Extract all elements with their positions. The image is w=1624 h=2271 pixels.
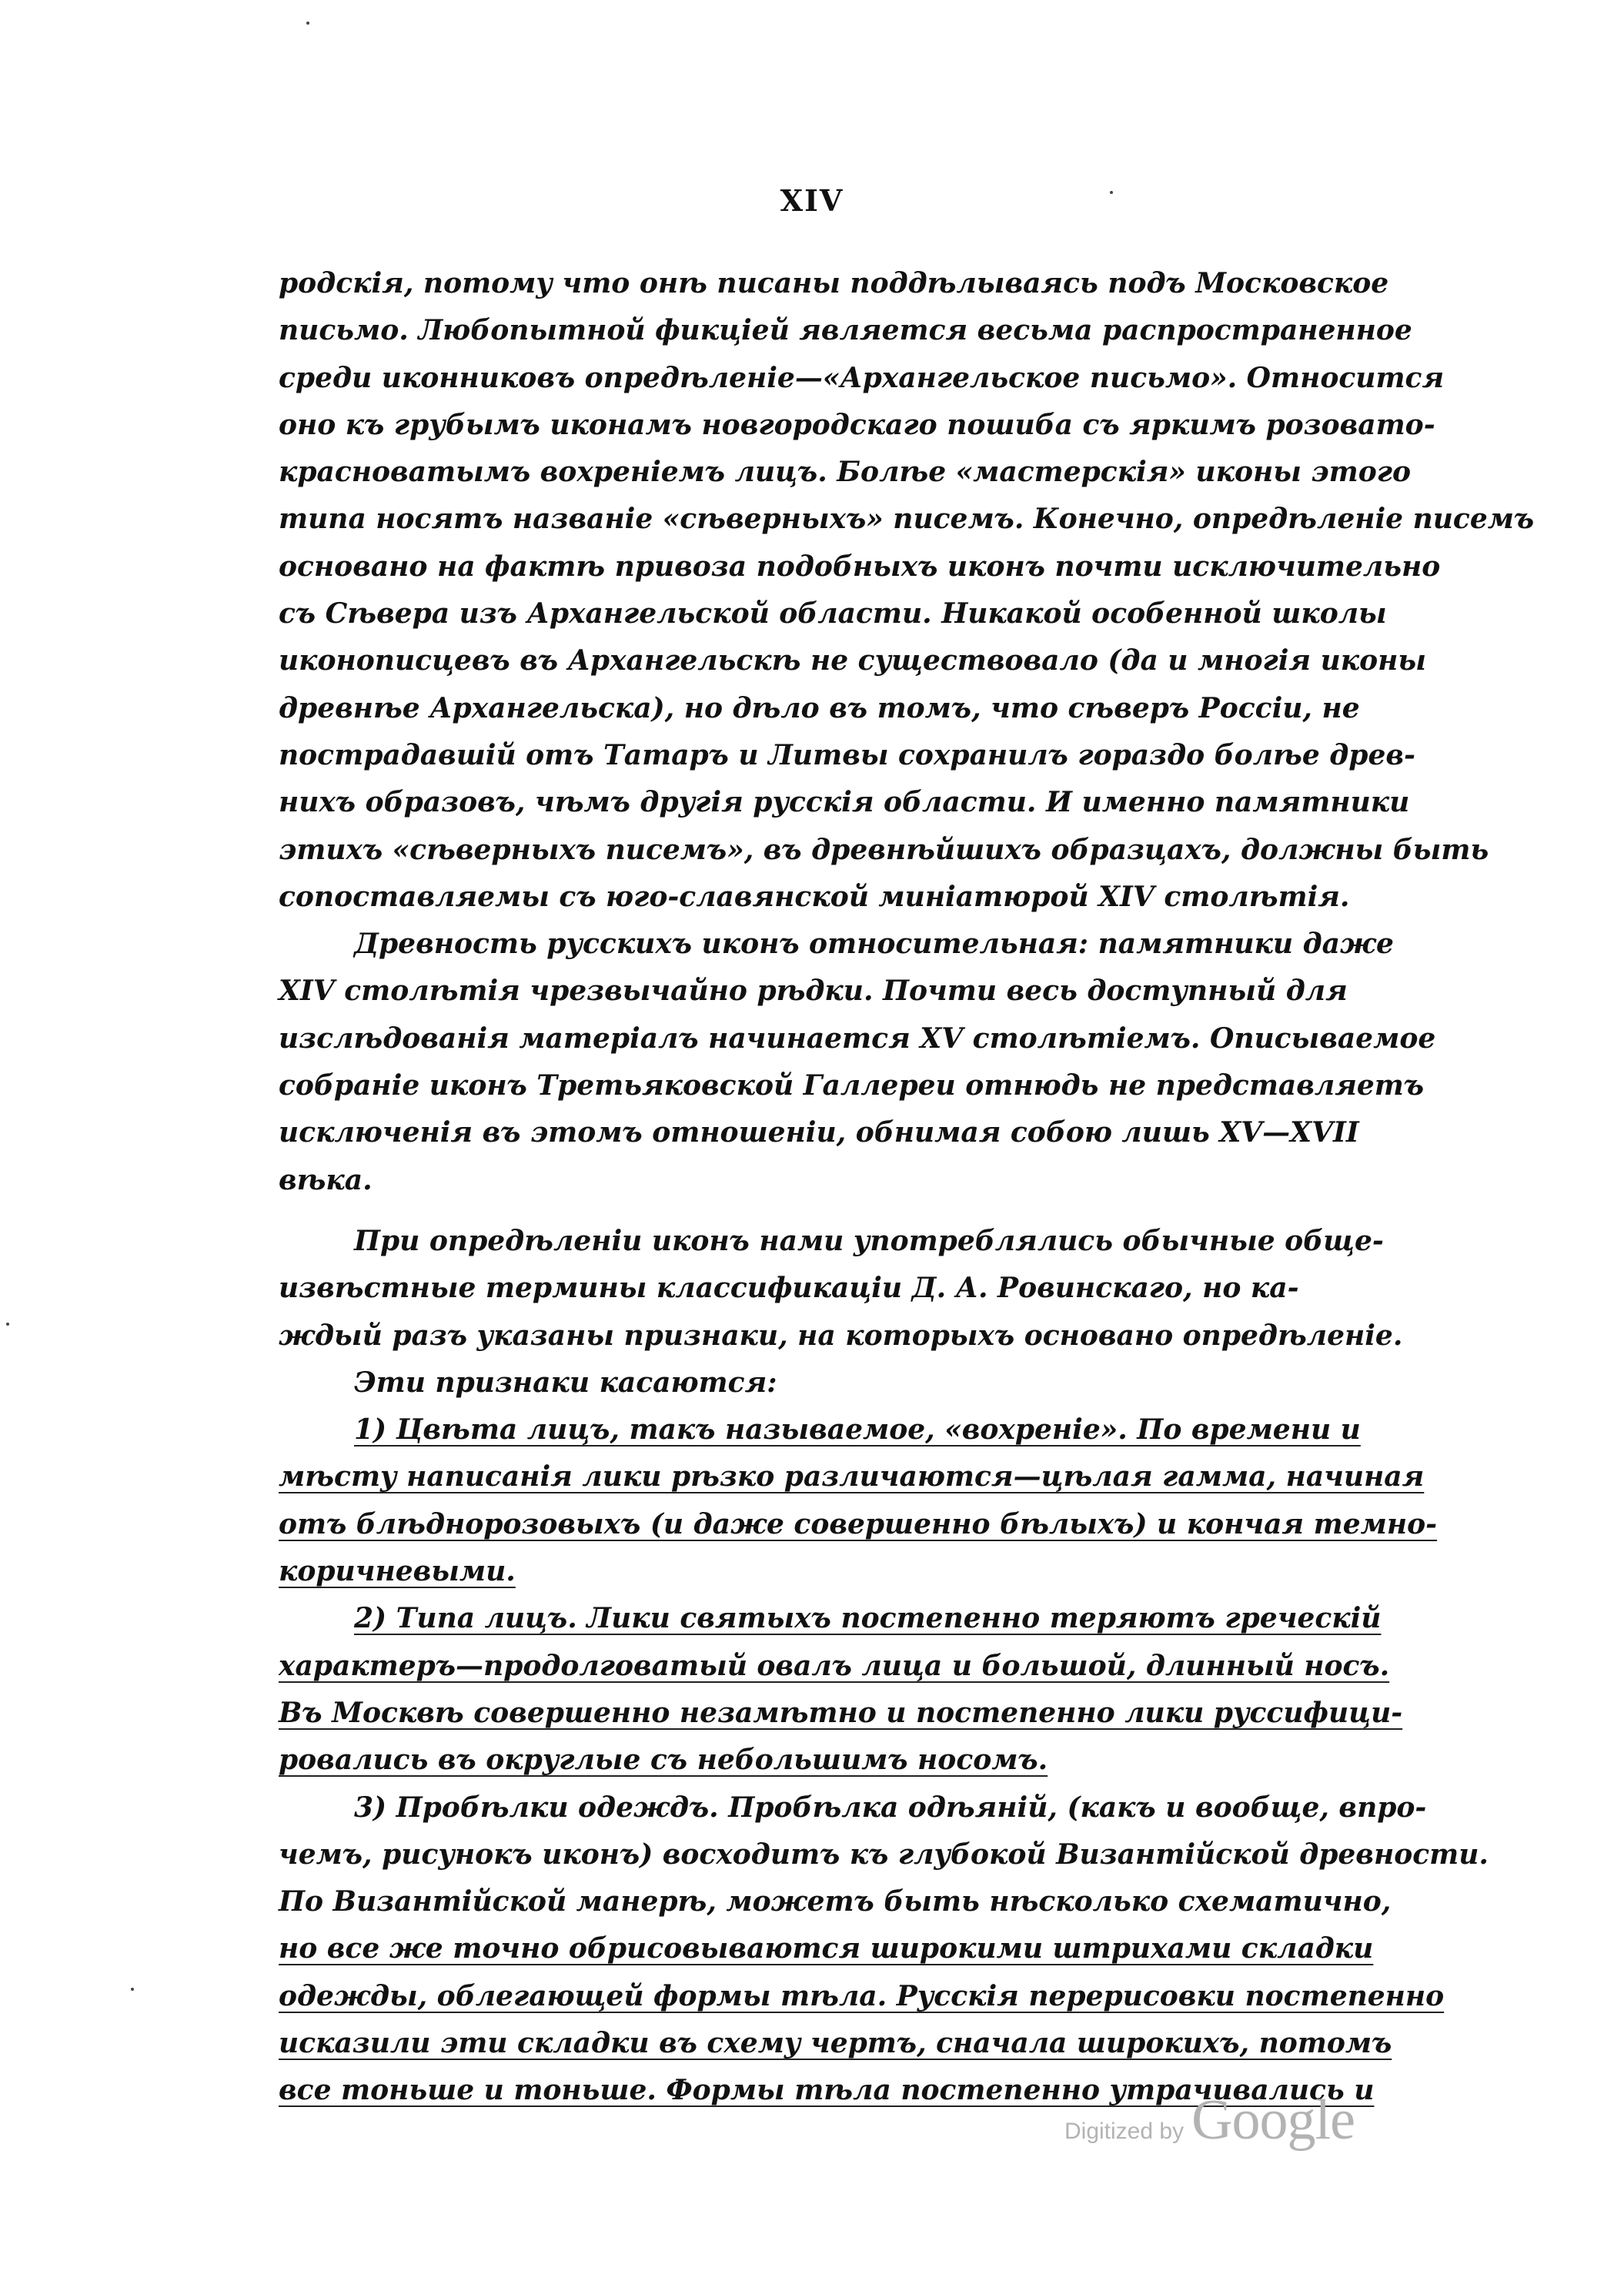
text-line: изслѣдованія матеріалъ начинается XV столѣтіемъ. Описываемое	[279, 1022, 1436, 1055]
text-line: этихъ «сѣверныхъ писемъ», въ древнѣйшихъ образцахъ, должны быть	[279, 833, 1489, 866]
text-line: мѣсту написанія лики рѣзко различаются—цѣлая гамма, начиная	[279, 1460, 1425, 1493]
google-logo: Google	[1191, 2089, 1355, 2152]
text-line: нихъ образовъ, чѣмъ другія русскія области. И именно памятники	[279, 786, 1410, 819]
text-line: По Византійской манерѣ, можетъ быть нѣсколько схематично,	[279, 1885, 1392, 1918]
text-line: красноватымъ вохреніемъ лицъ. Болѣе «мастерскія» иконы этого	[279, 456, 1411, 489]
text-line: пострадавшій отъ Татаръ и Литвы сохранилъ гораздо болѣе древ-	[279, 738, 1415, 771]
list-item-line: 3) Пробѣлки одеждъ. Пробѣлка одѣяній, (какъ и вообще, впро-	[354, 1791, 1427, 1824]
text-line: древнѣе Архангельска), но дѣло въ томъ, что сѣверъ Россіи, не	[279, 691, 1360, 724]
paragraph-start-line: При опредѣленіи иконъ нами употреблялись обычные обще-	[354, 1224, 1384, 1257]
paragraph-start-line: Эти признаки касаются:	[354, 1366, 777, 1399]
text-line: вѣка.	[279, 1163, 373, 1196]
text-line: но все же точно обрисовываются широкими штрихами складки	[279, 1932, 1374, 1965]
body-text	[279, 260, 1535, 2115]
list-item-line: 1) Цвѣта лицъ, такъ называемое, «вохреніе». По времени и	[354, 1413, 1361, 1447]
list-item-line: 2) Типа лицъ. Лики святыхъ постепенно теряютъ греческій	[354, 1602, 1382, 1635]
text-line: все тоньше и тоньше. Формы тѣла постепенно утрачивались и	[279, 2074, 1375, 2107]
text-line: съ Сѣвера изъ Архангельской области. Никакой особенной школы	[279, 597, 1387, 630]
text-line: ровались въ округлые съ небольшимъ носомъ.	[279, 1744, 1048, 1777]
text-line: чемъ, рисунокъ иконъ) восходитъ къ глубокой Византійской древности.	[279, 1838, 1489, 1871]
text-line: ждый разъ указаны признаки, на которыхъ основано опредѣленіе.	[279, 1319, 1403, 1352]
text-line: одежды, облегающей формы тѣла. Русскія перерисовки постепенно	[279, 1979, 1445, 2012]
text-line: типа носятъ названіе «сѣверныхъ» писемъ. Конечно, опредѣленіе писемъ	[279, 503, 1535, 536]
scan-speck	[1110, 191, 1113, 194]
watermark-prefix: Digitized by	[1064, 2119, 1185, 2144]
text-line: среди иконниковъ опредѣленіе—«Архангельское письмо». Относится	[279, 361, 1445, 394]
text-line: собраніе иконъ Третьяковской Галлереи отнюдь не представляетъ	[279, 1069, 1425, 1102]
text-line: характеръ—продолговатый овалъ лица и большой, длинный носъ.	[279, 1649, 1390, 1682]
digitized-by-google-watermark	[1064, 2088, 1355, 2153]
text-line: письмо. Любопытной фикціей является весьма распространенное	[279, 314, 1412, 347]
scan-speck	[6, 1323, 9, 1326]
text-line: Въ Москвѣ совершенно незамѣтно и постепенно лики руссифици-	[279, 1696, 1403, 1729]
paragraph-start-line: Древность русскихъ иконъ относительная: памятники даже	[354, 928, 1394, 961]
text-line: XIV столѣтія чрезвычайно рѣдки. Почти весь доступный для	[279, 975, 1348, 1008]
text-line: исказили эти складки въ схему чертъ, сначала широкихъ, потомъ	[279, 2026, 1392, 2059]
text-line: коричневыми.	[279, 1555, 516, 1588]
text-line: оно къ грубымъ иконамъ новгородскаго пошиба съ яркимъ розовато-	[279, 408, 1435, 441]
text-line: родскія, потому что онѣ писаны поддѣлываясь подъ Московское	[279, 267, 1389, 299]
text-line: извѣстные термины классификаціи Д. А. Ровинскаго, но ка-	[279, 1272, 1299, 1305]
text-line: основано на фактѣ привоза подобныхъ иконъ почти исключительно	[279, 550, 1441, 583]
scan-speck	[131, 1988, 134, 1991]
text-line: отъ блѣднорозовыхъ (и даже совершенно бѣлыхъ) и кончая темно-	[279, 1507, 1438, 1540]
page-number: XIV	[780, 183, 844, 218]
text-line: исключенія въ этомъ отношеніи, обнимая собою лишь XV—XVII	[279, 1116, 1359, 1149]
text-line: иконописцевъ въ Архангельскѣ не существовало (да и многія иконы	[279, 644, 1427, 677]
text-line: сопоставляемы съ юго-славянской миніатюрой XIV столѣтія.	[279, 880, 1350, 913]
scan-speck	[306, 22, 309, 25]
